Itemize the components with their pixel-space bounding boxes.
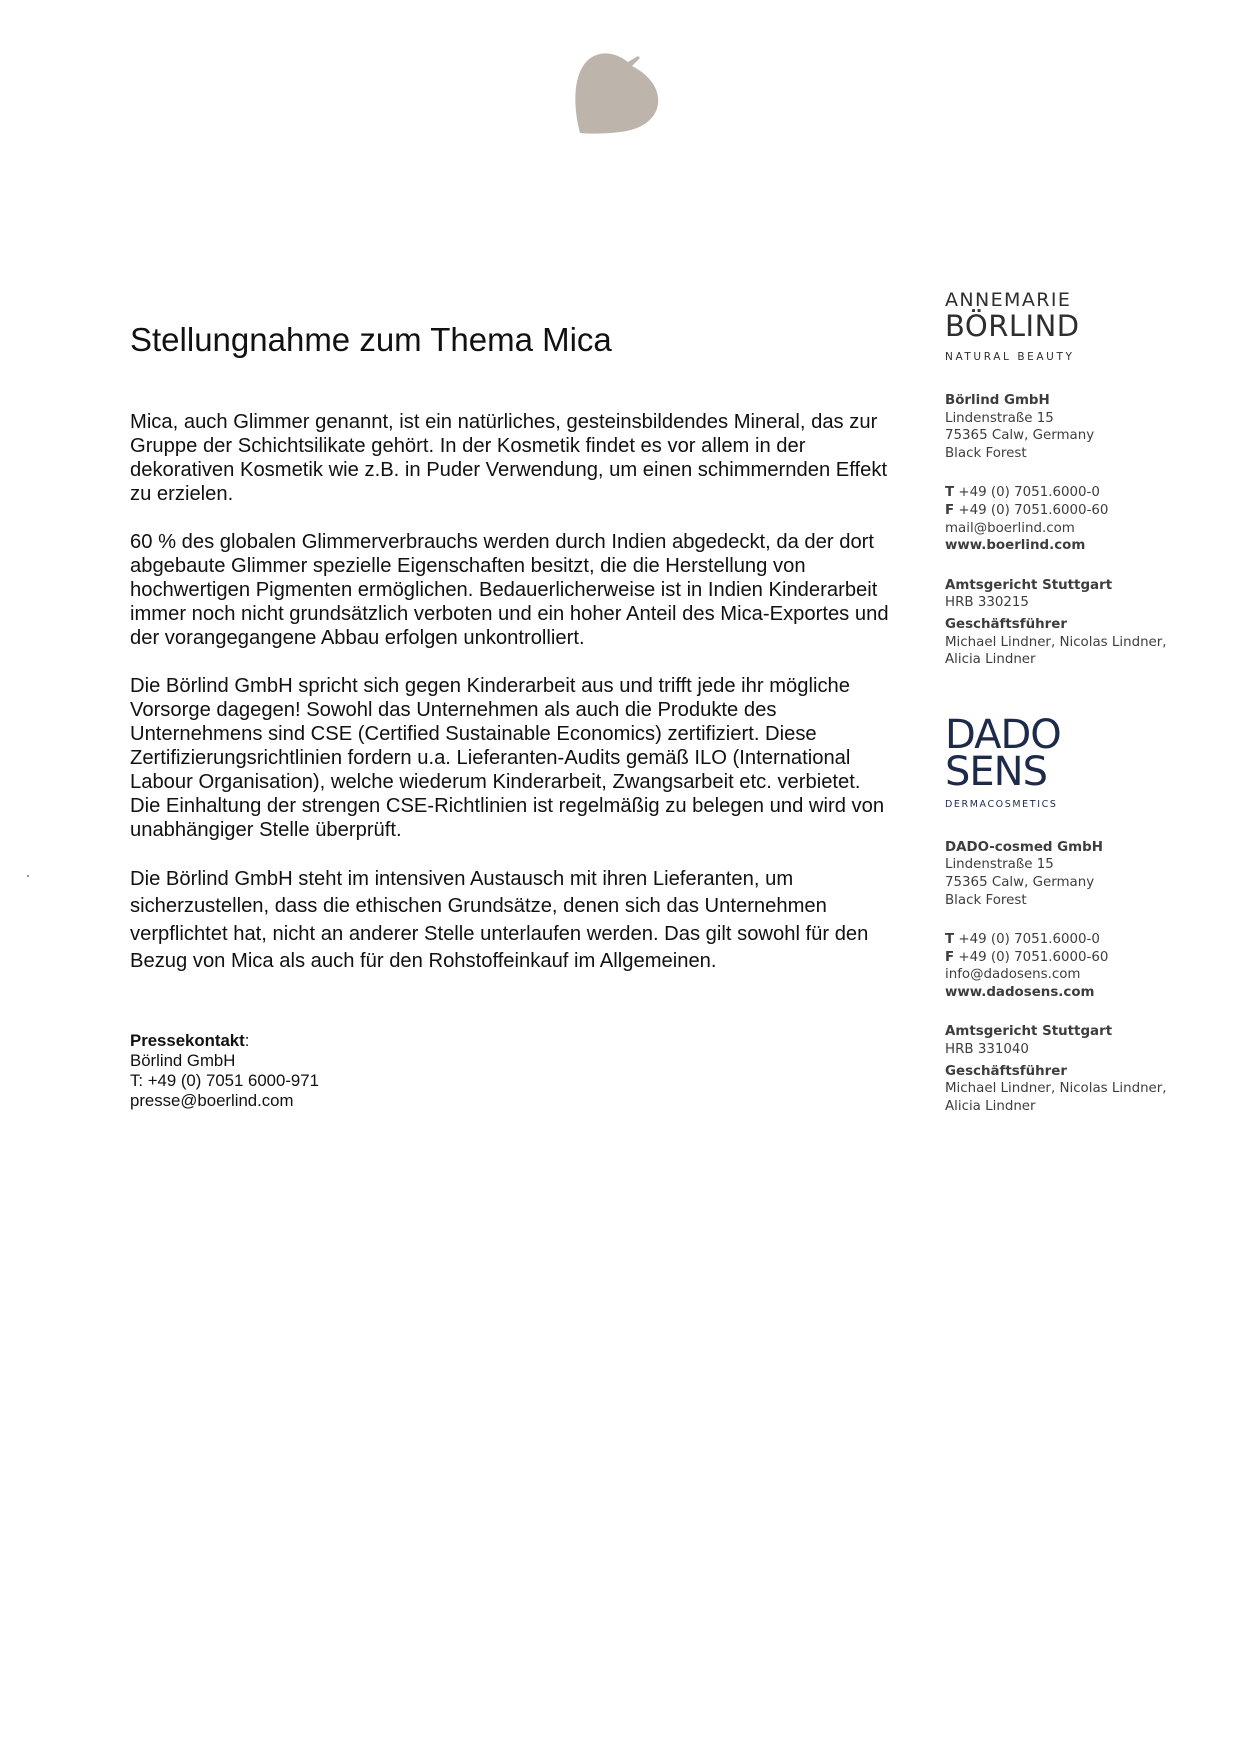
ceo-label: Geschäftsführer — [945, 1063, 1067, 1079]
brand-line-2: SENS — [945, 748, 1047, 795]
press-email[interactable]: presse@boerlind.com — [130, 1090, 294, 1110]
company-name: Börlind GmbH — [945, 393, 1050, 408]
press-contact-heading — [130, 1031, 890, 1051]
fax-label: F — [945, 949, 955, 965]
letterhead-sidebar — [945, 290, 1205, 1115]
document-body — [130, 320, 890, 1111]
street: Lindenstraße 15 — [945, 410, 1054, 426]
paragraph-intro: Mica, auch Glimmer genannt, ist ein natürliches, gesteinsbildendes Mineral, das zur Gruppe der Schichtsilikate gehört. In der Kosmetik findet es vor allem in der dekorativen Kosmetik wie z.B. in Puder Verwendung, um einen schimmernden Effekt zu erzielen. — [130, 410, 888, 505]
annemarie-boerlind-logo — [945, 290, 1205, 364]
fax-number: +49 (0) 7051.6000-60 — [958, 949, 1109, 965]
press-phone: T: +49 (0) 7051 6000-971 — [130, 1070, 319, 1090]
brand-tagline: NATURAL BEAUTY — [945, 351, 1075, 363]
city: 75365 Calw, Germany — [945, 428, 1095, 444]
city: 75365 Calw, Germany — [945, 874, 1095, 890]
paragraph-india: 60 % des globalen Glimmerverbrauchs werden durch Indien abgedeckt, da der dort abgebaute Glimmer spezielle Eigenschaften besitzt, die die Herstellung von hochwertigen Pigmenten ermöglichen. Bedauerlicherweise ist in Indien Kinderarbeit immer noch nicht grundsätzlich verboten und ein hoher Anteil des Mica-Exportes und der vorangegangene Abbau erfolgen unkontrolliert. — [130, 530, 889, 649]
press-contact-colon: : — [244, 1030, 250, 1050]
court-number: HRB 331040 — [945, 1042, 1029, 1058]
brand-line-1: DADO — [945, 711, 1061, 758]
ceo-names-cont: Alicia Lindner — [945, 652, 1036, 668]
street: Lindenstraße 15 — [945, 857, 1054, 873]
document-title: Stellungnahme zum Thema Mica — [130, 321, 612, 358]
stray-mark — [27, 875, 29, 877]
paragraph-policy: Die Börlind GmbH spricht sich gegen Kinderarbeit aus und trifft jede ihr mögliche Vorsorge dagegen! Sowohl das Unternehmen als auch die Produkte des Unternehmens sind CSE (Certified Sustainable Economics) zertifiziert. Diese Zertifizierungsrichtlinien fordern u.a. Lieferanten-Audits gemäß ILO (International Labour Organisation), welche wiederum Kinderarbeit, Zwangsarbeit etc. verbietet. Die Einhaltung der strengen CSE-Richtlinien ist regelmäßig zu belegen und wird von unabhängiger Stelle überprüft. — [130, 674, 885, 841]
ceo-names: Michael Lindner, Nicolas Lindner, — [945, 1081, 1167, 1097]
dado-register — [945, 1023, 1205, 1115]
ceo-names-cont: Alicia Lindner — [945, 1098, 1036, 1114]
brand-line-1: ANNEMARIE — [945, 289, 1072, 311]
fax-line — [945, 949, 1205, 967]
phone-label: T — [945, 485, 955, 501]
leaf-icon — [570, 48, 670, 138]
court-number: HRB 330215 — [945, 595, 1029, 611]
boerlind-register — [945, 577, 1205, 669]
fax-label: F — [945, 502, 955, 518]
paragraph-suppliers: Die Börlind GmbH steht im intensiven Austausch mit ihren Lieferanten, um sicherzustellen, dass die ethischen Grundsätze, denen sich das Unternehmen verpflichtet hat, nicht an anderer Stelle unterlaufen werden. Das gilt sowohl für den Bezug von Mica als auch für den Rohstoffeinkauf im Allgemeinen. — [130, 867, 869, 973]
boerlind-address — [945, 392, 1205, 462]
press-contact-label: Pressekontakt — [130, 1030, 245, 1050]
fax-number: +49 (0) 7051.6000-60 — [958, 502, 1109, 518]
email-link[interactable]: mail@boerlind.com — [945, 520, 1075, 536]
email-link[interactable]: info@dadosens.com — [945, 967, 1081, 983]
phone-number: +49 (0) 7051.6000-0 — [958, 485, 1100, 501]
region: Black Forest — [945, 892, 1027, 908]
company-name: DADO-cosmed GmbH — [945, 839, 1103, 855]
phone-label: T — [945, 932, 955, 948]
press-contact — [130, 1031, 890, 1111]
dado-sens-logo — [945, 711, 1205, 811]
ceo-label: Geschäftsführer — [945, 616, 1067, 632]
court-label: Amtsgericht Stuttgart — [945, 577, 1113, 593]
dado-contact — [945, 931, 1205, 1001]
region: Black Forest — [945, 445, 1027, 461]
dado-address — [945, 839, 1205, 909]
phone-number: +49 (0) 7051.6000-0 — [958, 932, 1100, 948]
brand-tagline: DERMACOSMETICS — [945, 798, 1058, 810]
press-company: Börlind GmbH — [130, 1050, 236, 1070]
website-link[interactable]: www.dadosens.com — [945, 984, 1095, 1000]
boerlind-contact — [945, 484, 1205, 554]
phone-line — [945, 931, 1205, 949]
fax-line — [945, 502, 1205, 520]
brand-line-2: BÖRLIND — [945, 309, 1080, 343]
phone-line — [945, 484, 1205, 502]
court-label: Amtsgericht Stuttgart — [945, 1024, 1113, 1040]
website-link[interactable]: www.boerlind.com — [945, 538, 1086, 554]
ceo-names: Michael Lindner, Nicolas Lindner, — [945, 634, 1167, 650]
